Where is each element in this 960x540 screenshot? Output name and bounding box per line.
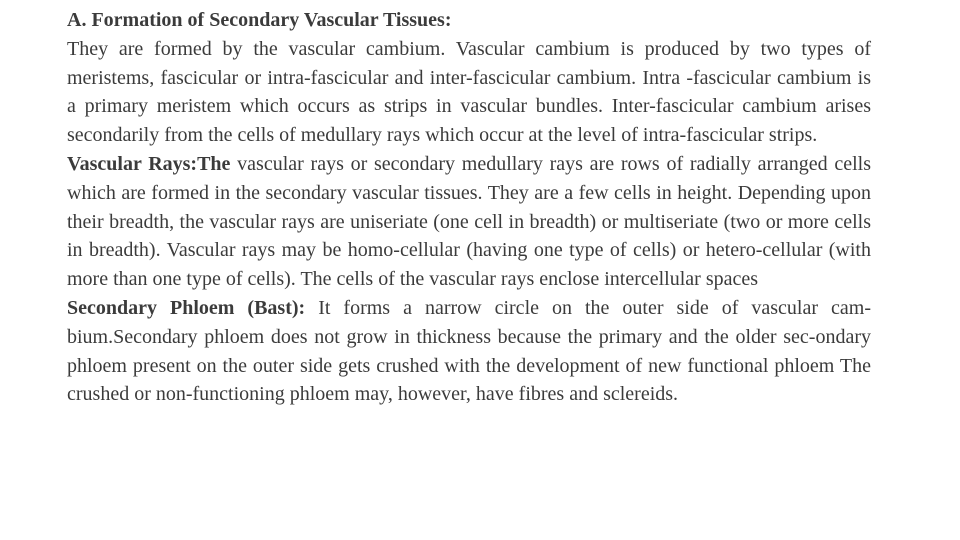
section-vascular-rays [67, 150, 871, 294]
section-secondary-phloem [67, 294, 871, 409]
heading-vascular-rays: Vascular Rays: [67, 152, 198, 175]
paragraph-vascular-rays: vascular rays or secondary medullary rays are rows of radially arranged cells which are formed in the secondary vascular tissues. They are a few cells in height. Depending upon their breadth, the vascular rays are uniseriate (one cell in breadth) or multiseriate (two or more cells in breadth). Vascular rays may be homo-cellular (having one type of cells) or hetero-cellular (with more than one type of cells). The cells of the vascular rays enclose intercellular spaces [67, 152, 871, 291]
paragraph-secondary-phloem: It forms a narrow circle on the outer side of vascular cam-bium.Secondary phloem does not grow in thickness because the primary and the older sec-ondary phloem present on the outer side gets crushed with the development of new functional phloem The crushed or non-functioning phloem may, however, have fibres and sclereids. [67, 296, 871, 406]
section-formation [67, 6, 871, 150]
paragraph-formation: They are formed by the vascular cambium. Vascular cambium is produced by two types of meristems, fascicular or intra-fascicular and inter-fascicular cambium. Intra -fascicular cambium is a primary meristem which occurs as strips in vascular bundles. Inter-fascicular cambium arises secondarily from the cells of medullary rays which occur at the level of intra-fascicular strips. [67, 37, 871, 147]
body-text [67, 6, 871, 409]
heading-vascular-rays-continuation: The [197, 152, 231, 175]
heading-formation-of-secondary-vascular-tissues: A. Formation of Secondary Vascular Tissues: [67, 9, 452, 31]
heading-secondary-phloem: Secondary Phloem (Bast): [67, 296, 306, 319]
